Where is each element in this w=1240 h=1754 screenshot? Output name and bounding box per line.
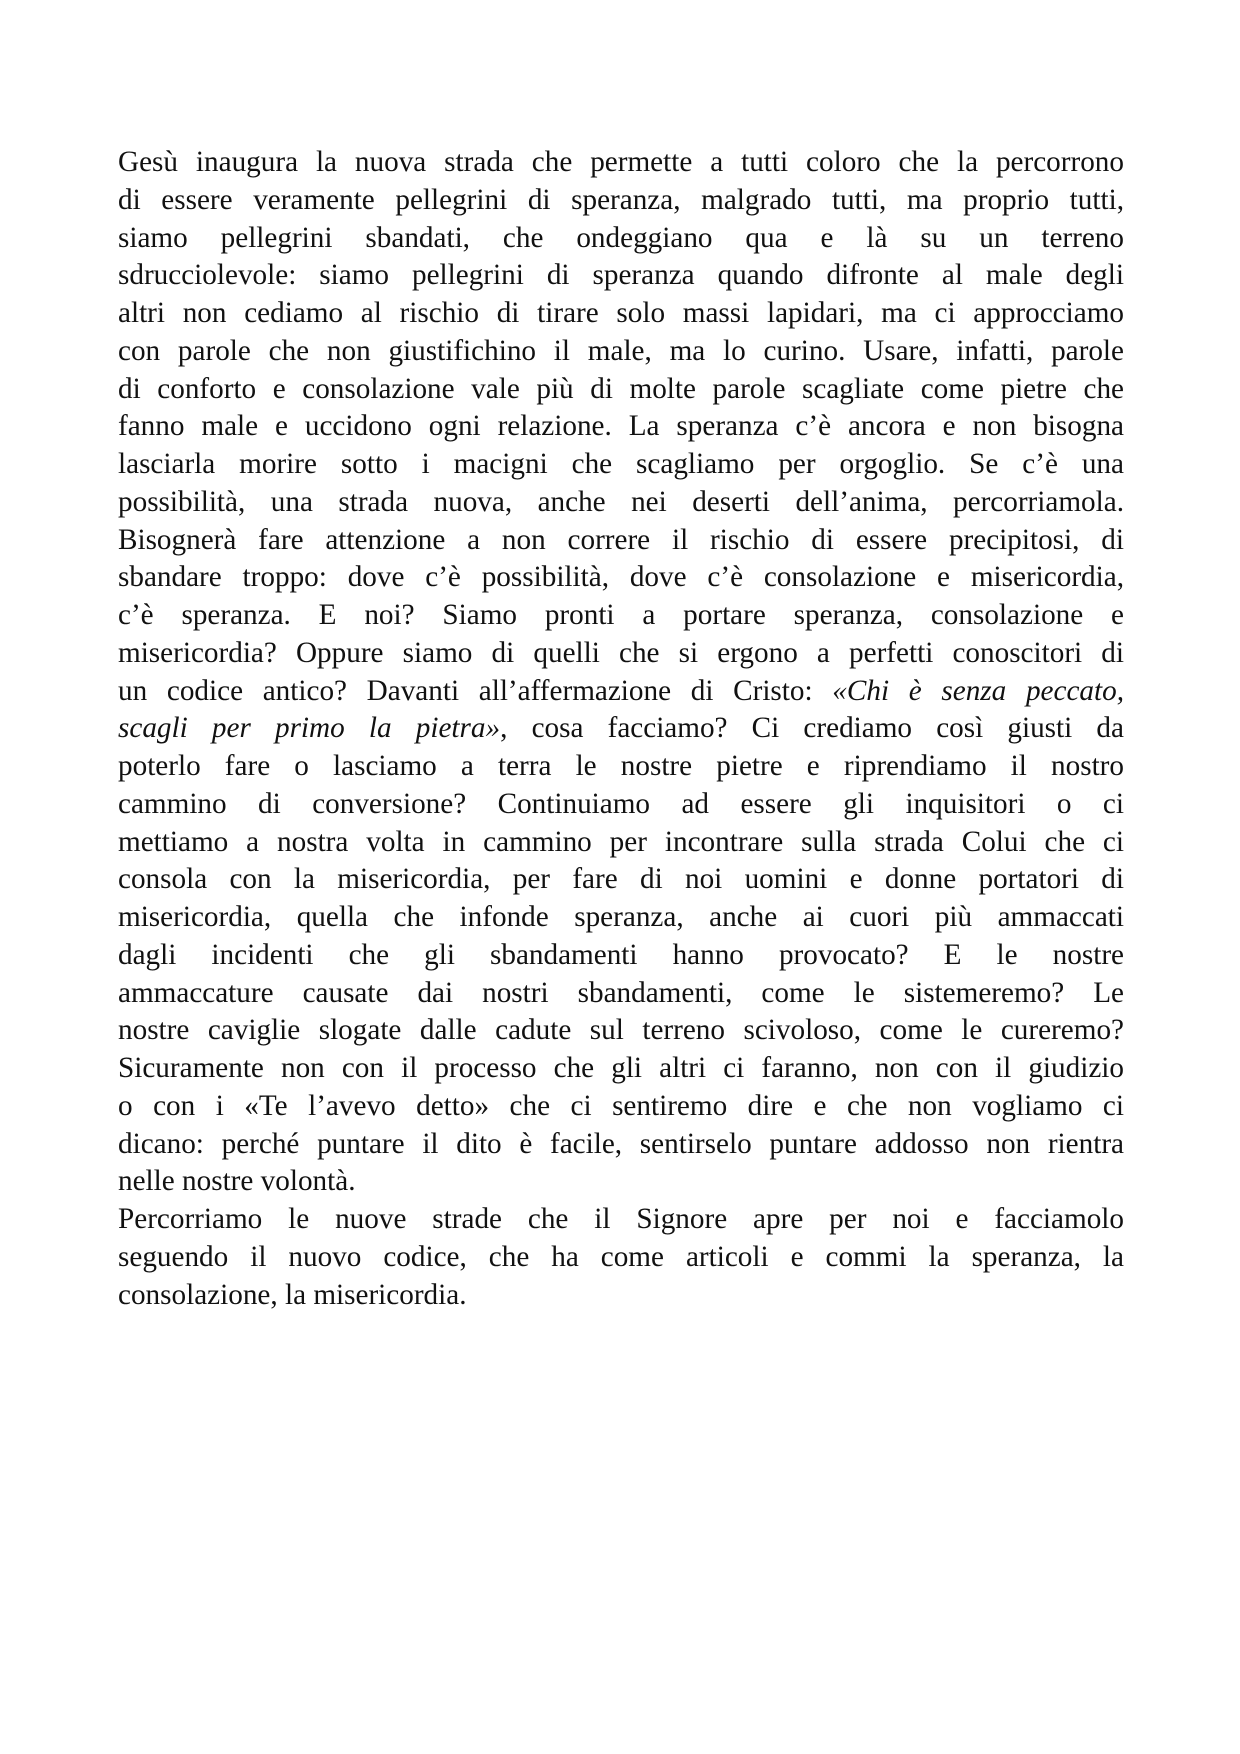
- body-text: con parole che non giustifichino il male, ma lo curino. Usare, infatti, parole: [118, 334, 1124, 367]
- text-line: [118, 1239, 1124, 1277]
- body-text: dagli incidenti che gli sbandamenti hanno provocato? E le nostre: [118, 938, 1124, 971]
- body-text: misericordia, quella che infonde speranza, anche ai cuori più ammaccati: [118, 901, 1124, 933]
- text-line: [118, 673, 1124, 711]
- body-text: nostre caviglie slogate dalle cadute sul terreno scivoloso, come le cureremo?: [118, 1014, 1124, 1047]
- text-line: [118, 522, 1124, 560]
- body-text: un codice antico? Davanti all’affermazione di Cristo:: [118, 674, 833, 707]
- body-text: sdrucciolevole: siamo pellegrini di speranza quando difronte al male degli: [118, 259, 1124, 292]
- body-text: , cosa facciamo? Ci crediamo così giusti da: [500, 712, 1124, 745]
- text-line: [118, 1088, 1124, 1126]
- text-line: [118, 786, 1124, 824]
- text-line: [118, 257, 1124, 295]
- text-line: [118, 408, 1124, 446]
- text-line: [118, 220, 1124, 258]
- body-text: consolazione, la misericordia.: [118, 1278, 467, 1311]
- text-line: [118, 1012, 1124, 1050]
- text-line: [118, 635, 1124, 673]
- body-text: siamo pellegrini sbandati, che ondeggiano qua e là su un terreno: [118, 221, 1124, 254]
- body-text: dicano: perché puntare il dito è facile, sentirselo puntare addosso non rientra: [118, 1127, 1124, 1160]
- body-text: cammino di conversione? Continuiamo ad essere gli inquisitori o ci: [118, 787, 1124, 820]
- text-line: [118, 295, 1124, 333]
- body-text: Percorriamo le nuove strade che il Signore apre per noi e facciamolo: [118, 1203, 1124, 1235]
- text-line: [118, 899, 1124, 937]
- text-line: [118, 710, 1124, 748]
- body-text: c’è speranza. E noi? Siamo pronti a portare speranza, consolazione e: [118, 599, 1124, 631]
- text-line: [118, 1050, 1124, 1088]
- text-line: [118, 597, 1124, 635]
- text-line: [118, 1201, 1124, 1239]
- body-text: consola con la misericordia, per fare di noi uomini e donne portatori di: [118, 863, 1124, 896]
- text-line: [118, 182, 1124, 220]
- body-text: misericordia? Oppure siamo di quelli che si ergono a perfetti conoscitori di: [118, 636, 1124, 669]
- text-line: [118, 824, 1124, 862]
- document-page: [118, 144, 1124, 1314]
- body-text: di essere veramente pellegrini di speranza, malgrado tutti, ma proprio tutti,: [118, 183, 1124, 216]
- italic-quote-text: scagli per primo la pietra»: [118, 712, 501, 745]
- body-text: ammaccature causate dai nostri sbandamenti, come le sistemeremo? Le: [118, 976, 1124, 1009]
- italic-quote-text: «Chi è senza peccato,: [832, 674, 1124, 707]
- body-text: Gesù inaugura la nuova strada che permette a tutti coloro che la percorrono: [118, 146, 1124, 178]
- text-line: [118, 748, 1124, 786]
- text-line: [118, 484, 1124, 522]
- body-text: nelle nostre volontà.: [118, 1165, 356, 1198]
- text-line: [118, 371, 1124, 409]
- text-line: [118, 1163, 1124, 1201]
- text-line: [118, 861, 1124, 899]
- body-text: fanno male e uccidono ogni relazione. La speranza c’è ancora e non bisogna: [118, 410, 1124, 443]
- body-text: mettiamo a nostra volta in cammino per incontrare sulla strada Colui che ci: [118, 825, 1124, 858]
- body-text: altri non cediamo al rischio di tirare solo massi lapidari, ma ci approcciamo: [118, 297, 1124, 329]
- body-text: di conforto e consolazione vale più di molte parole scagliate come pietre che: [118, 372, 1124, 405]
- text-line: [118, 446, 1124, 484]
- body-text: seguendo il nuovo codice, che ha come articoli e commi la speranza, la: [118, 1240, 1124, 1273]
- text-line: [118, 1126, 1124, 1164]
- text-line: [118, 333, 1124, 371]
- body-text: poterlo fare o lasciamo a terra le nostre pietre e riprendiamo il nostro: [118, 750, 1124, 782]
- text-line: [118, 144, 1124, 182]
- paragraph: [118, 144, 1124, 1201]
- body-text: o con i «Te l’avevo detto» che ci sentiremo dire e che non vogliamo ci: [118, 1089, 1124, 1122]
- body-text: possibilità, una strada nuova, anche nei deserti dell’anima, percorriamola.: [118, 485, 1124, 518]
- text-line: [118, 975, 1124, 1013]
- text-line: [118, 1277, 1124, 1315]
- text-line: [118, 559, 1124, 597]
- body-text: Bisognerà fare attenzione a non correre il rischio di essere precipitosi, di: [118, 523, 1124, 556]
- body-text: sbandare troppo: dove c’è possibilità, dove c’è consolazione e misericordia,: [118, 561, 1124, 594]
- body-text: Sicuramente non con il processo che gli altri ci faranno, non con il giudizio: [118, 1052, 1124, 1084]
- paragraph: [118, 1201, 1124, 1314]
- body-text: lasciarla morire sotto i macigni che scagliamo per orgoglio. Se c’è una: [118, 448, 1124, 480]
- text-line: [118, 937, 1124, 975]
